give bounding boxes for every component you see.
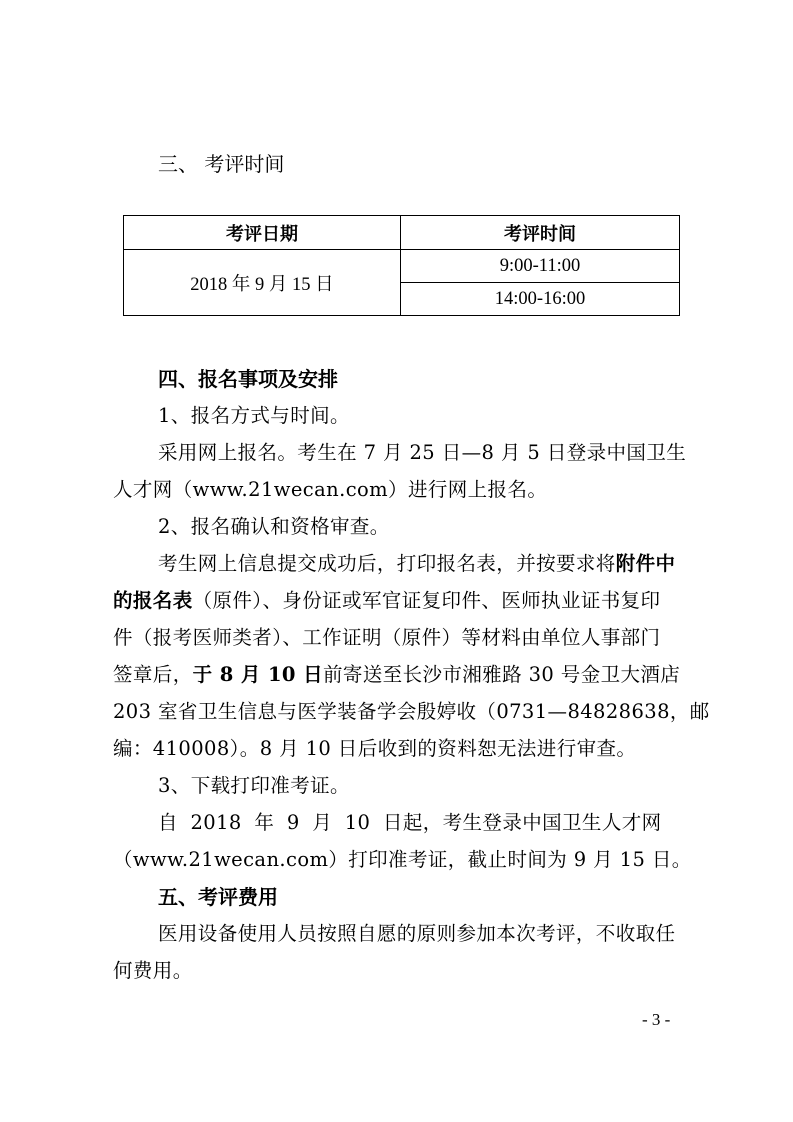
item-3-line-1: 自 2018 年 9 月 10 日起，考生登录中国卫生人才网 bbox=[158, 811, 662, 834]
section-3-heading: 三、 考评时间 bbox=[158, 152, 285, 176]
item-1-line-2: 人才网（www.21wecan.com）进行网上报名。 bbox=[113, 478, 548, 501]
header-exam-time: 考评时间 bbox=[401, 216, 680, 250]
item-3-line-2: （www.21wecan.com）打印准考证，截止时间为 9 月 15 日。 bbox=[113, 848, 692, 871]
item-2-title: 2、报名确认和资格审查。 bbox=[158, 515, 390, 538]
attachment-emphasis: 附件中 bbox=[615, 552, 676, 575]
registration-form-emphasis: 的报名表 bbox=[113, 589, 193, 612]
item-1-title: 1、报名方式与时间。 bbox=[158, 404, 350, 427]
deadline-emphasis: 于 8 月 10 日 bbox=[192, 663, 323, 686]
exam-date-cell: 2018 年 9 月 15 日 bbox=[124, 250, 401, 316]
item-2-line-4-text-c: 前寄送至长沙市湘雅路 30 号金卫大酒店 bbox=[322, 663, 681, 686]
item-3-title: 3、下载打印准考证。 bbox=[158, 774, 350, 797]
item-2-line-5: 203 室省卫生信息与医学装备学会殷婷收（0731—84828638，邮 bbox=[113, 700, 710, 723]
item-2-line-3: 件（报考医师类者）、工作证明（原件）等材料由单位人事部门 bbox=[113, 626, 661, 649]
section-5-line-1: 医用设备使用人员按照自愿的原则参加本次考评，不收取任 bbox=[158, 922, 676, 945]
exam-schedule-table bbox=[123, 215, 680, 316]
item-2-line-1 bbox=[158, 548, 675, 576]
page-number: - 3 - bbox=[642, 1010, 671, 1029]
table-header-row bbox=[124, 216, 680, 250]
section-4-heading: 四、报名事项及安排 bbox=[158, 367, 338, 391]
section-5-line-2: 何费用。 bbox=[113, 959, 193, 982]
item-2-line-4 bbox=[113, 659, 680, 687]
item-2-line-1-text: 考生网上信息提交成功后，打印报名表，并按要求将 bbox=[158, 552, 616, 575]
item-2-line-4-text-a: 签章后， bbox=[113, 663, 193, 686]
item-2-line-6: 编：410008）。8 月 10 日后收到的资料恕无法进行审查。 bbox=[113, 737, 637, 760]
item-1-line-1: 采用网上报名。考生在 7 月 25 日—8 月 5 日登录中国卫生 bbox=[158, 441, 687, 464]
section-5-heading: 五、考评费用 bbox=[158, 885, 278, 909]
header-exam-date: 考评日期 bbox=[124, 216, 401, 250]
item-2-line-2 bbox=[113, 585, 660, 613]
item-2-line-2-text: （原件）、身份证或军官证复印件、医师执业证书复印 bbox=[192, 589, 661, 612]
table-row bbox=[124, 250, 680, 283]
exam-time-cell-afternoon: 14:00-16:00 bbox=[401, 283, 680, 316]
exam-time-cell-morning: 9:00-11:00 bbox=[401, 250, 680, 283]
